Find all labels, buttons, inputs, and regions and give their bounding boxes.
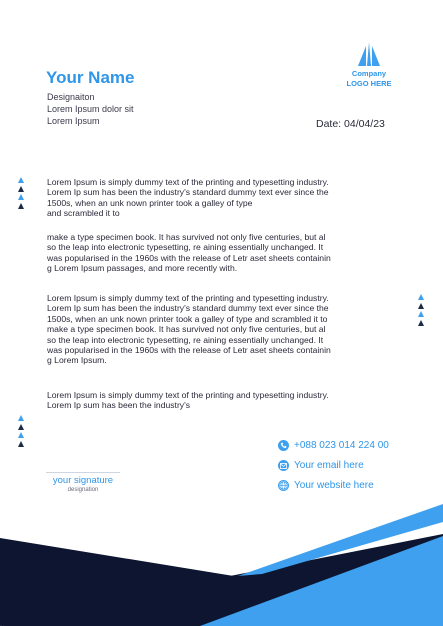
contact-email[interactable] (278, 460, 364, 471)
paragraph-line: g Lorem Ipsum passages, and more recently with. (47, 263, 238, 274)
contact-email-text[interactable]: Your email here (294, 460, 364, 471)
triangle-ornament-left-top (18, 177, 26, 211)
body-paragraph-4 (47, 390, 399, 411)
contact-website-text[interactable]: Your website here (294, 480, 374, 491)
paragraph-line: make a type specimen book. It has survived not only five centuries, but al (47, 232, 326, 242)
header-designation: Designaiton (47, 92, 95, 102)
paragraph-line: so the leap into electronic typesetting, re aining essentially unchanged. It (47, 242, 324, 253)
signature-designation: designation (67, 487, 99, 493)
signature-title: your signature (52, 475, 114, 486)
letter-date: Date: 04/04/23 (316, 118, 385, 130)
footer-decoration (0, 490, 443, 626)
body-paragraph-3 (47, 293, 399, 366)
email-icon (278, 460, 289, 471)
paragraph-line: and scrambled it to (47, 208, 120, 219)
paragraph-line: Lorem Ip sum has been the industry's standard dummy text ever since the (47, 187, 329, 198)
paragraph-line: so the leap into electronic typesetting, re aining essentially unchanged. It (47, 334, 324, 345)
phone-icon (278, 440, 289, 451)
body-paragraph-1 (47, 177, 399, 219)
body-paragraph-2 (47, 232, 399, 274)
paragraph-line: Lorem Ipsum is simply dummy text of the printing and typesetting industry. (47, 293, 329, 303)
paragraph-line: was popularised in the 1960s with the release of Letr aset sheets containin (47, 345, 331, 356)
paragraph-line: Lorem Ipsum is simply dummy text of the printing and typesetting industry. (47, 177, 329, 187)
logo-here-text: LOGO HERE (346, 78, 392, 88)
triangle-ornament-right (418, 294, 426, 328)
paragraph-line: Lorem Ip sum has been the industry's standard dummy text ever since the (47, 303, 329, 314)
paragraph-line: 1500s, when an unk nown printer took a galley of type and scrambled it to (47, 313, 328, 324)
paragraph-line: Lorem Ip sum has been the industry's (47, 400, 191, 411)
paragraph-line: g Lorem Ipsum. (47, 355, 107, 366)
company-logo (344, 42, 394, 88)
paragraph-line: make a type specimen book. It has survived not only five centuries, but al (47, 324, 326, 335)
header-line-2: Lorem Ipsum (47, 116, 100, 126)
paragraph-line: Lorem Ipsum is simply dummy text of the printing and typesetting industry. (47, 390, 329, 400)
triangle-ornament-left-bottom (18, 415, 26, 449)
header-line-1: Lorem Ipsum dolor sit (47, 104, 134, 114)
paragraph-line: 1500s, when an unk nown printer took a galley of type (47, 197, 253, 208)
contact-phone (278, 440, 389, 451)
paragraph-line: was popularised in the 1960s with the release of Letr aset sheets containin (47, 252, 331, 263)
logo-company-text: Company (351, 69, 387, 78)
building-logo-icon (356, 42, 382, 66)
contact-phone-text: +088 023 014 224 00 (294, 440, 389, 451)
header-name: Your Name (46, 68, 135, 87)
